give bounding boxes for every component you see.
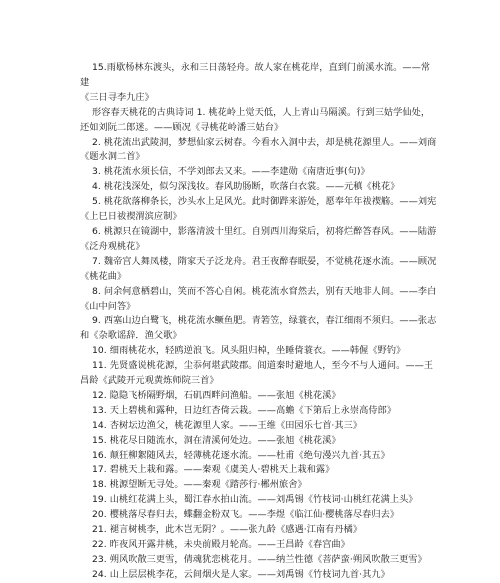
- text-line: 15. 桃花尽日随流水，洞在清溪何处边。——张旭《桃花溪》: [92, 434, 341, 446]
- text-line: 14. 杏树坛边渔父，桃花源里人家。——王维《田园乐七首·其三》: [92, 419, 363, 431]
- text-line: 18. 桃源望断无寻处。——秦观《踏莎行·郴州旅舍》: [92, 479, 307, 491]
- text-line: 9. 西塞山边白鹭飞，桃花流水鳜鱼肥。青箬笠，绿蓑衣，春江细雨不须归。——张志: [92, 315, 437, 327]
- text-line: 3. 桃花流水须长信，不学刘郎去又来。——李建勋《南唐近事(句)》: [92, 166, 370, 178]
- poem-list: [80, 61, 438, 583]
- text-line: 7. 魏帝宫人舞凤楼，隋家天子泛龙舟。君王夜醉春眠晏，不觉桃花逐水流。——顾况: [92, 255, 437, 267]
- text-line: 6. 桃源只在镜湖中，影落清波十里红。自别西川海棠后，初将烂醉答春风。——陆游: [92, 225, 437, 237]
- text-line: 16. 颠狂柳絮随风去，轻薄桃花逐水流。——杜甫《绝句漫兴九首·其五》: [92, 449, 390, 461]
- text-line: 23. 朔风吹散三更雪，倩魂犹恋桃花月。——纳兰性德《菩萨蛮·朔风吹散三更雪》: [92, 553, 427, 565]
- text-line: 《山中问答》: [80, 300, 136, 312]
- text-line: 19. 山桃红花满上头，蜀江春水拍山流。——刘禹锡《竹枝词·山桃红花满上头》: [92, 494, 418, 506]
- text-line: 2. 桃花流出武陵洞，梦想仙家云树春。今看水入洞中去，却是桃花源里人。——刘商: [92, 136, 437, 148]
- text-line: 和《杂歌谣辞．渔父歌》: [80, 330, 182, 342]
- text-line: 《泛舟观桃花》: [80, 240, 145, 252]
- text-line: 《题水洞二首》: [80, 151, 145, 163]
- text-line: 还如刘阮二郎迷。——顾况《寻桃花岭潘三姑台》: [80, 121, 284, 133]
- text-line: 15.雨歇杨林东渡头，永和三日荡轻舟。故人家在桃花岸，直到门前溪水流。——常建: [80, 62, 431, 88]
- text-line: 《三日寻李九庄》: [80, 91, 154, 103]
- text-line: 昌龄《武陵开元观黄炼师院三首》: [80, 375, 219, 387]
- text-line: 8. 问余何意栖碧山，笑而不答心自闲。桃花流水窅然去，别有天地非人间。——李白: [92, 285, 437, 297]
- text-line: 10. 细雨桃花水，轻鸥逆浪飞。风头阻归棹，坐睡倚蓑衣。——韩偓《野钓》: [92, 345, 406, 357]
- text-line: 5. 桃花欲落柳条长，沙头水上足风光。此时御跸来游处，愿奉年年祓禊觞。——刘宪: [92, 196, 437, 208]
- text-line: 21. 褪言树桃李，此木岂无阴？。——张九龄《感遇·江南有丹橘》: [92, 524, 363, 536]
- text-line: 11. 先贤盛说桃花源，尘忝何堪武陵郡。闾道秦时避地人，至今不与人通问。——王: [92, 360, 434, 372]
- text-line: 4. 桃花浅深处，似匀深浅妆。春风助肠断，吹落白衣裳。——元稹《桃花》: [92, 181, 400, 193]
- text-line: 12. 隐隐飞桥隔野烟，石矶西畔问渔船。——张旭《桃花溪》: [92, 389, 341, 401]
- text-line: 24. 山上层层桃李花，云间烟火是人家。——刘禹锡《竹枝词九首·其九》: [92, 568, 390, 580]
- text-line: 17. 碧桃天上栽和露。——秦观《虞美人·碧桃天上栽和露》: [92, 464, 335, 476]
- text-line: 形容春天桃花的古典诗词 1. 桃花岭上觉天低，人上青山马隔溪。行到三姑学仙处，: [92, 106, 431, 118]
- text-line: 20. 樱桃落尽春归去，蝶翻金粉双飞。——李煜《临江仙·樱桃落尽春归去》: [92, 509, 400, 521]
- text-line: 《桃花曲》: [80, 270, 127, 282]
- text-line: 13. 天上碧桃和露种，日边红杏倚云栽。——高蟾《下第后上永崇高侍郎》: [92, 404, 397, 416]
- text-line: 22. 昨夜风开露井桃，未央前殿月轮高。——王昌龄《春宫曲》: [92, 539, 350, 550]
- text-line: 《上巳日祓禊渭滨应制》: [80, 211, 182, 223]
